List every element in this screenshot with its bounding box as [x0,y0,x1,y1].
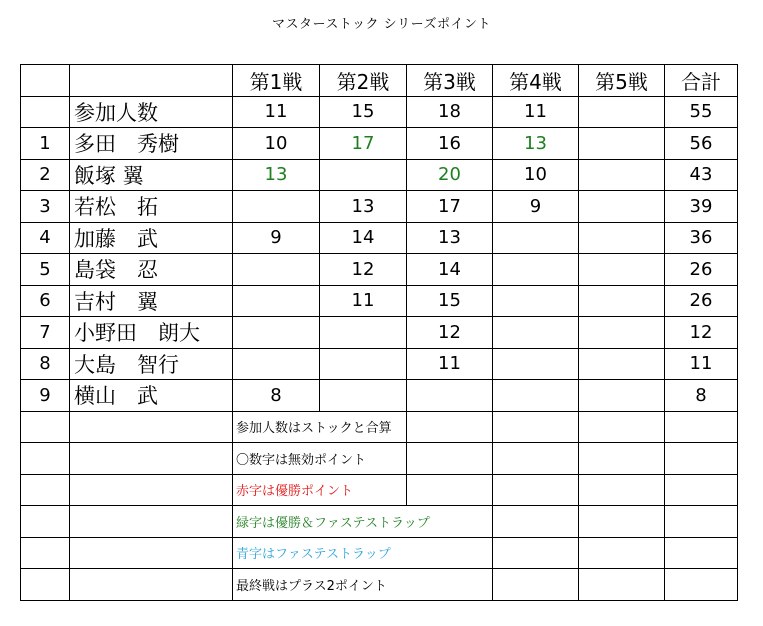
rank-cell: 3 [21,191,70,223]
empty-cell [21,506,70,538]
score-cell: 14 [320,222,407,254]
rank-cell: 5 [21,254,70,286]
legend-row [21,443,738,475]
table-row [21,128,738,160]
score-cell [320,348,407,380]
score-cell [579,128,665,160]
driver-name: 若松 拓 [70,191,233,223]
empty-cell [665,474,738,506]
empty-cell [493,411,579,443]
score-cell [579,191,665,223]
empty-cell [493,443,579,475]
score-cell: 20 [407,159,493,191]
score-cell: 17 [320,128,407,160]
total-cell: 39 [665,191,738,223]
round-header-3: 第3戦 [407,65,493,97]
score-cell: 16 [407,128,493,160]
rank-cell: 8 [21,348,70,380]
total-cell: 43 [665,159,738,191]
rank-cell: 2 [21,159,70,191]
empty-cell [579,443,665,475]
legend-note: 赤字は優勝ポイント [233,474,407,506]
score-cell: 10 [493,159,579,191]
round-header-1: 第1戦 [233,65,320,97]
empty-cell [493,474,579,506]
participants-count-2: 15 [320,96,407,128]
score-cell [579,159,665,191]
legend-note: 〇数字は無効ポイント [233,443,407,475]
table-row [21,348,738,380]
score-cell [233,191,320,223]
driver-name: 島袋 忍 [70,254,233,286]
empty-cell [70,474,233,506]
total-cell: 12 [665,317,738,349]
total-cell: 26 [665,254,738,286]
driver-name: 多田 秀樹 [70,128,233,160]
empty-cell [21,569,70,601]
score-cell: 14 [407,254,493,286]
total-cell: 8 [665,380,738,412]
round-header-4: 第4戦 [493,65,579,97]
rank-cell: 1 [21,128,70,160]
rank-cell: 4 [21,222,70,254]
score-cell [233,348,320,380]
empty-cell [665,506,738,538]
empty-cell [493,537,579,569]
empty-cell [665,411,738,443]
score-cell [233,317,320,349]
table-row [21,254,738,286]
table-row [21,159,738,191]
rank-cell: 9 [21,380,70,412]
legend-note: 青字はファステストラップ [233,537,493,569]
score-cell: 13 [493,128,579,160]
total-cell: 56 [665,128,738,160]
empty-cell [21,537,70,569]
score-cell [320,380,407,412]
participants-label: 参加人数 [70,96,233,128]
rank-cell: 7 [21,317,70,349]
driver-name: 吉村 翼 [70,285,233,317]
score-cell: 11 [320,285,407,317]
participants-count-5 [579,96,665,128]
driver-name: 飯塚 翼 [70,159,233,191]
legend-row [21,537,738,569]
legend-row [21,411,738,443]
score-cell [493,348,579,380]
score-cell [579,317,665,349]
empty-cell [665,537,738,569]
total-cell: 26 [665,285,738,317]
score-cell [493,222,579,254]
score-cell: 15 [407,285,493,317]
score-cell: 13 [320,191,407,223]
empty-cell [70,506,233,538]
empty-cell [493,569,579,601]
legend-row [21,569,738,601]
score-cell: 13 [233,159,320,191]
driver-name: 加藤 武 [70,222,233,254]
table-row [21,380,738,412]
empty-cell [579,474,665,506]
empty-cell [21,474,70,506]
table-row [21,285,738,317]
empty-cell [579,569,665,601]
legend-row [21,474,738,506]
participants-count-6: 55 [665,96,738,128]
empty-cell [21,443,70,475]
participants-count-1: 11 [233,96,320,128]
page-title: マスターストック シリーズポイント [272,17,491,32]
empty-cell [579,506,665,538]
empty-cell [70,411,233,443]
empty-cell [579,537,665,569]
rank-cell: 6 [21,285,70,317]
score-cell [579,222,665,254]
empty-cell [21,411,70,443]
score-cell [407,380,493,412]
total-header: 合計 [665,65,738,97]
points-table [20,64,738,601]
score-cell: 11 [407,348,493,380]
driver-name: 大島 智行 [70,348,233,380]
round-header-2: 第2戦 [320,65,407,97]
score-cell [320,317,407,349]
score-cell: 10 [233,128,320,160]
score-cell: 9 [493,191,579,223]
score-cell [579,348,665,380]
score-cell [579,285,665,317]
participants-row [21,96,738,128]
legend-note: 最終戦はプラス2ポイント [233,569,493,601]
legend-note: 緑字は優勝＆ファステストラップ [233,506,493,538]
empty-cell [70,569,233,601]
rank-header-cell [21,65,70,97]
score-cell: 17 [407,191,493,223]
total-cell: 36 [665,222,738,254]
score-cell: 12 [407,317,493,349]
participants-count-3: 18 [407,96,493,128]
empty-cell [407,443,493,475]
total-cell: 11 [665,348,738,380]
round-header-5: 第5戦 [579,65,665,97]
score-cell: 9 [233,222,320,254]
score-cell [493,285,579,317]
score-cell [233,254,320,286]
table-row [21,222,738,254]
empty-cell [70,443,233,475]
score-cell [233,285,320,317]
empty-cell [665,443,738,475]
empty-cell [70,537,233,569]
empty-cell [407,411,493,443]
score-cell [579,254,665,286]
score-cell [493,317,579,349]
score-cell [493,254,579,286]
legend-row [21,506,738,538]
score-cell: 13 [407,222,493,254]
empty-cell [493,506,579,538]
table-row [21,317,738,349]
rank-cell [21,96,70,128]
driver-name: 横山 武 [70,380,233,412]
driver-name: 小野田 朗大 [70,317,233,349]
name-header-cell [70,65,233,97]
table-row [21,191,738,223]
score-cell: 8 [233,380,320,412]
score-cell: 12 [320,254,407,286]
empty-cell [579,411,665,443]
score-cell [579,380,665,412]
score-cell [320,159,407,191]
empty-cell [665,569,738,601]
header-row [21,65,738,97]
legend-note: 参加人数はストックと合算 [233,411,407,443]
empty-cell [407,474,493,506]
score-cell [493,380,579,412]
participants-count-4: 11 [493,96,579,128]
